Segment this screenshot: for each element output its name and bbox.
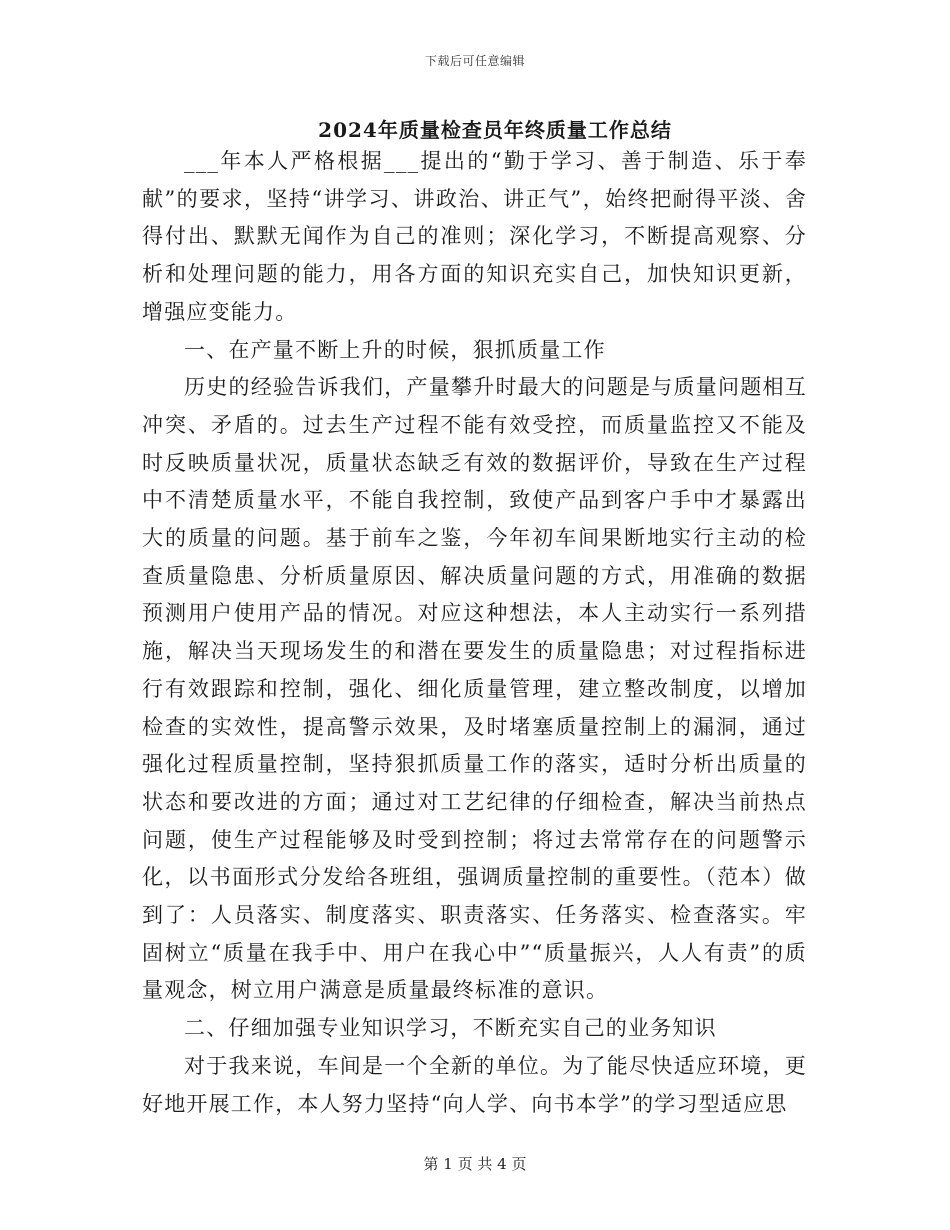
section-heading-1: 一、在产量不断上升的时候，狠抓质量工作 [184,337,606,362]
document-title: 2024年质量检查员年终质量工作总结 [318,118,672,142]
paragraph-section-1: 历史的经验告诉我们，产量攀升时最大的问题是与质量问题相互冲突、矛盾的。过去生产过程不能有效受控，而质量监控又不能及时反映质量状况，质量状态缺乏有效的数据评价，导致在生产过程中不清楚质量水平，不能自我控制，致使产品到客户手中才暴露出大的质量的问题。基于前车之鉴，今年初车间果断地实行主动的检查质量隐患、分析质量原因、解决质量问题的方式，用准确的数据预测用户使用产品的情况。对应这种想法，本人主动实行一系列措施，解决当天现场发生的和潜在要发生的质量隐患；对过程指标进行有效跟踪和控制，强化、细化质量管理，建立整改制度，以增加检查的实效性，提高警示效果，及时堵塞质量控制上的漏洞，通过强化过程质量控制，坚持狠抓质量工作的落实，适时分析出质量的状态和要改进的方面；通过对工艺纪律的仔细检查，解决当前热点问题，使生产过程能够及时受到控制；将过去常常存在的问题警示化，以书面形式分发给各班组，强调质量控制的重要性。（范本）做到了：人员落实、制度落实、职责落实、任务落实、检查落实。牢固树立“质量在我手中、用户在我心中”“质量振兴，人人有责”的质量观念，树立用户满意是质量最终标准的意识。 [142,375,807,1003]
paragraph-section-2: 对于我来说，车间是一个全新的单位。为了能尽快适应环境，更好地开展工作，本人努力坚持“向人学、向书本学”的学习型适应思 [142,1053,807,1116]
header-note: 下载后可任意编辑 [424,54,525,68]
document-body [142,143,807,1123]
paragraph-intro: ___年本人严格根据___提出的“勤于学习、善于制造、乐于奉献”的要求，坚持“讲学习、讲政治、讲正气”，始终把耐得平淡、舍得付出、默默无闻作为自己的准则；深化学习，不断提高观察、分析和处理问题的能力，用各方面的知识充实自己，加快知识更新，增强应变能力。 [142,149,807,324]
section-heading-2: 二、仔细加强专业知识学习，不断充实自己的业务知识 [184,1016,717,1041]
page-number: 第 1 页 共 4 页 [423,1155,527,1173]
